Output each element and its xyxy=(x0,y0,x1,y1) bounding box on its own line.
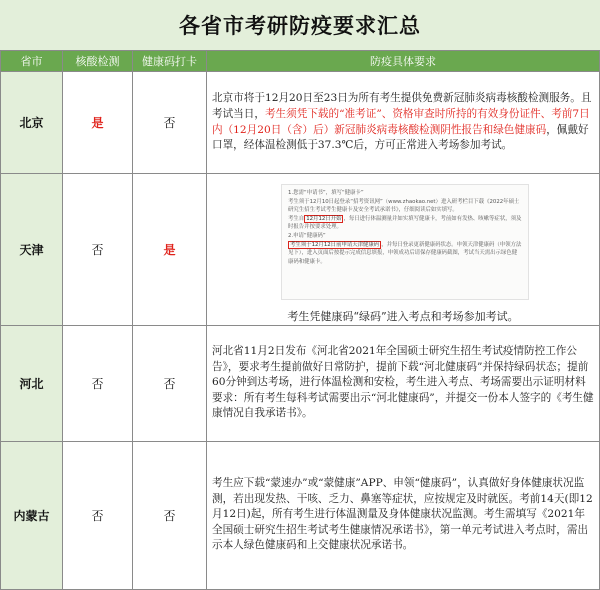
health-code-cell: 是 xyxy=(133,174,207,326)
header-nucleic: 核酸检测 xyxy=(63,51,133,72)
notice-line: 1.您需“申请书”，填写“健康卡” xyxy=(288,190,364,196)
province-cell: 北京 xyxy=(1,72,63,174)
requirement-text: ，佩戴好口罩，经体温检测低于37.3℃后，方可正常进入考场参加考试。 xyxy=(212,123,589,152)
header-requirements: 防疫具体要求 xyxy=(207,51,600,72)
header-health-code: 健康码打卡 xyxy=(133,51,207,72)
requirement-caption: 考生凭健康码“绿码”进入考点和考场参加考试。 xyxy=(287,310,519,323)
table-row xyxy=(1,325,600,441)
province-cell: 河北 xyxy=(1,325,63,441)
requirement-text: 考生应下载“蒙速办”或“蒙健康”APP、申领“健康码”，认真做好身体健康状况监测，若出现发热、干咳、乏力、鼻塞等症状，应按规定及时就医。考前14天(即12月12日)起，所有考生进行体温测量及身体健康状况监测。考生需填写《2021年全国硕士研究生招生考试考生健康情况承诺书》，第一单元考试进入考点时，需出示本人绿色健康码和上交健康状况承诺书。 xyxy=(212,477,593,552)
notice-boxed-text: 12月12日开始 xyxy=(306,215,342,222)
health-code-cell: 否 xyxy=(133,325,207,441)
notice-line: ，每日进行体温测量并如实填写健康卡，考前如有发热、咳嗽等症状，须及时报告并按要求处理。 xyxy=(288,215,522,231)
table-row xyxy=(1,174,600,326)
nucleic-cell: 否 xyxy=(63,325,133,441)
requirements-cell xyxy=(207,441,600,589)
notice-line: 考生自 xyxy=(288,215,305,222)
province-cell: 内蒙古 xyxy=(1,441,63,589)
notice-line: 考生须于12月10日起登录“招考资讯网”（www.zhaokao.net）进入研考栏目下载《2022年硕士研究生招生考试考生健康卡及安全考试承诺书》，仔细阅读后如实填写。 xyxy=(288,198,520,214)
nucleic-cell: 否 xyxy=(63,174,133,326)
notice-line: 2.申请“健康码” xyxy=(288,232,326,239)
nucleic-cell: 否 xyxy=(63,441,133,589)
province-cell: 天津 xyxy=(1,174,63,326)
health-code-cell: 否 xyxy=(133,441,207,589)
header-province: 省市 xyxy=(1,51,63,72)
health-code-cell: 否 xyxy=(133,72,207,174)
notice-boxed-text: 考生须于12月12日前申请天津健康码 xyxy=(290,241,380,248)
table-row xyxy=(1,72,600,174)
notice-screenshot xyxy=(281,184,529,300)
nucleic-cell: 是 xyxy=(63,72,133,174)
requirements-table xyxy=(0,50,600,590)
table-row xyxy=(1,441,600,589)
page-title: 各省市考研防疫要求汇总 xyxy=(0,0,600,51)
requirements-cell xyxy=(207,174,600,326)
requirements-cell xyxy=(207,72,600,174)
notice-line: ，并每日登录更新健康码状态。申领天津健康码（申领方法见下），进入页面后按提示完成信息填报，申领成功后请保存健康码截图，考试当天需出示绿色健康码和健康卡。 xyxy=(288,241,522,265)
requirement-highlight: 考生须凭下载的“准考证”、资格审查时所持的有效身份证件、考前7日内（12月20日（含）后）新冠肺炎病毒核酸检测阴性报告和绿色健康码 xyxy=(212,107,590,136)
requirements-cell xyxy=(207,325,600,441)
requirement-text: 河北省11月2日发布《河北省2021年全国硕士研究生招生考试疫情防控工作公告》，要求考生提前做好日常防护，提前下载“河北健康码”并保持绿码状态；提前60分钟到达考场，进行体温检测和安检，考生进入考点、考场需要出示证明材料要求：所有考生每科考试需要出示“河北健康码”，并提交一份本人签字的《考生健康情况自我承诺书》。 xyxy=(212,345,594,420)
header-row xyxy=(1,51,600,72)
requirement-text: 北京市将于12月20日至23日为所有考生提供免费新冠肺炎病毒核酸检测服务。且考试当日， xyxy=(212,92,592,120)
